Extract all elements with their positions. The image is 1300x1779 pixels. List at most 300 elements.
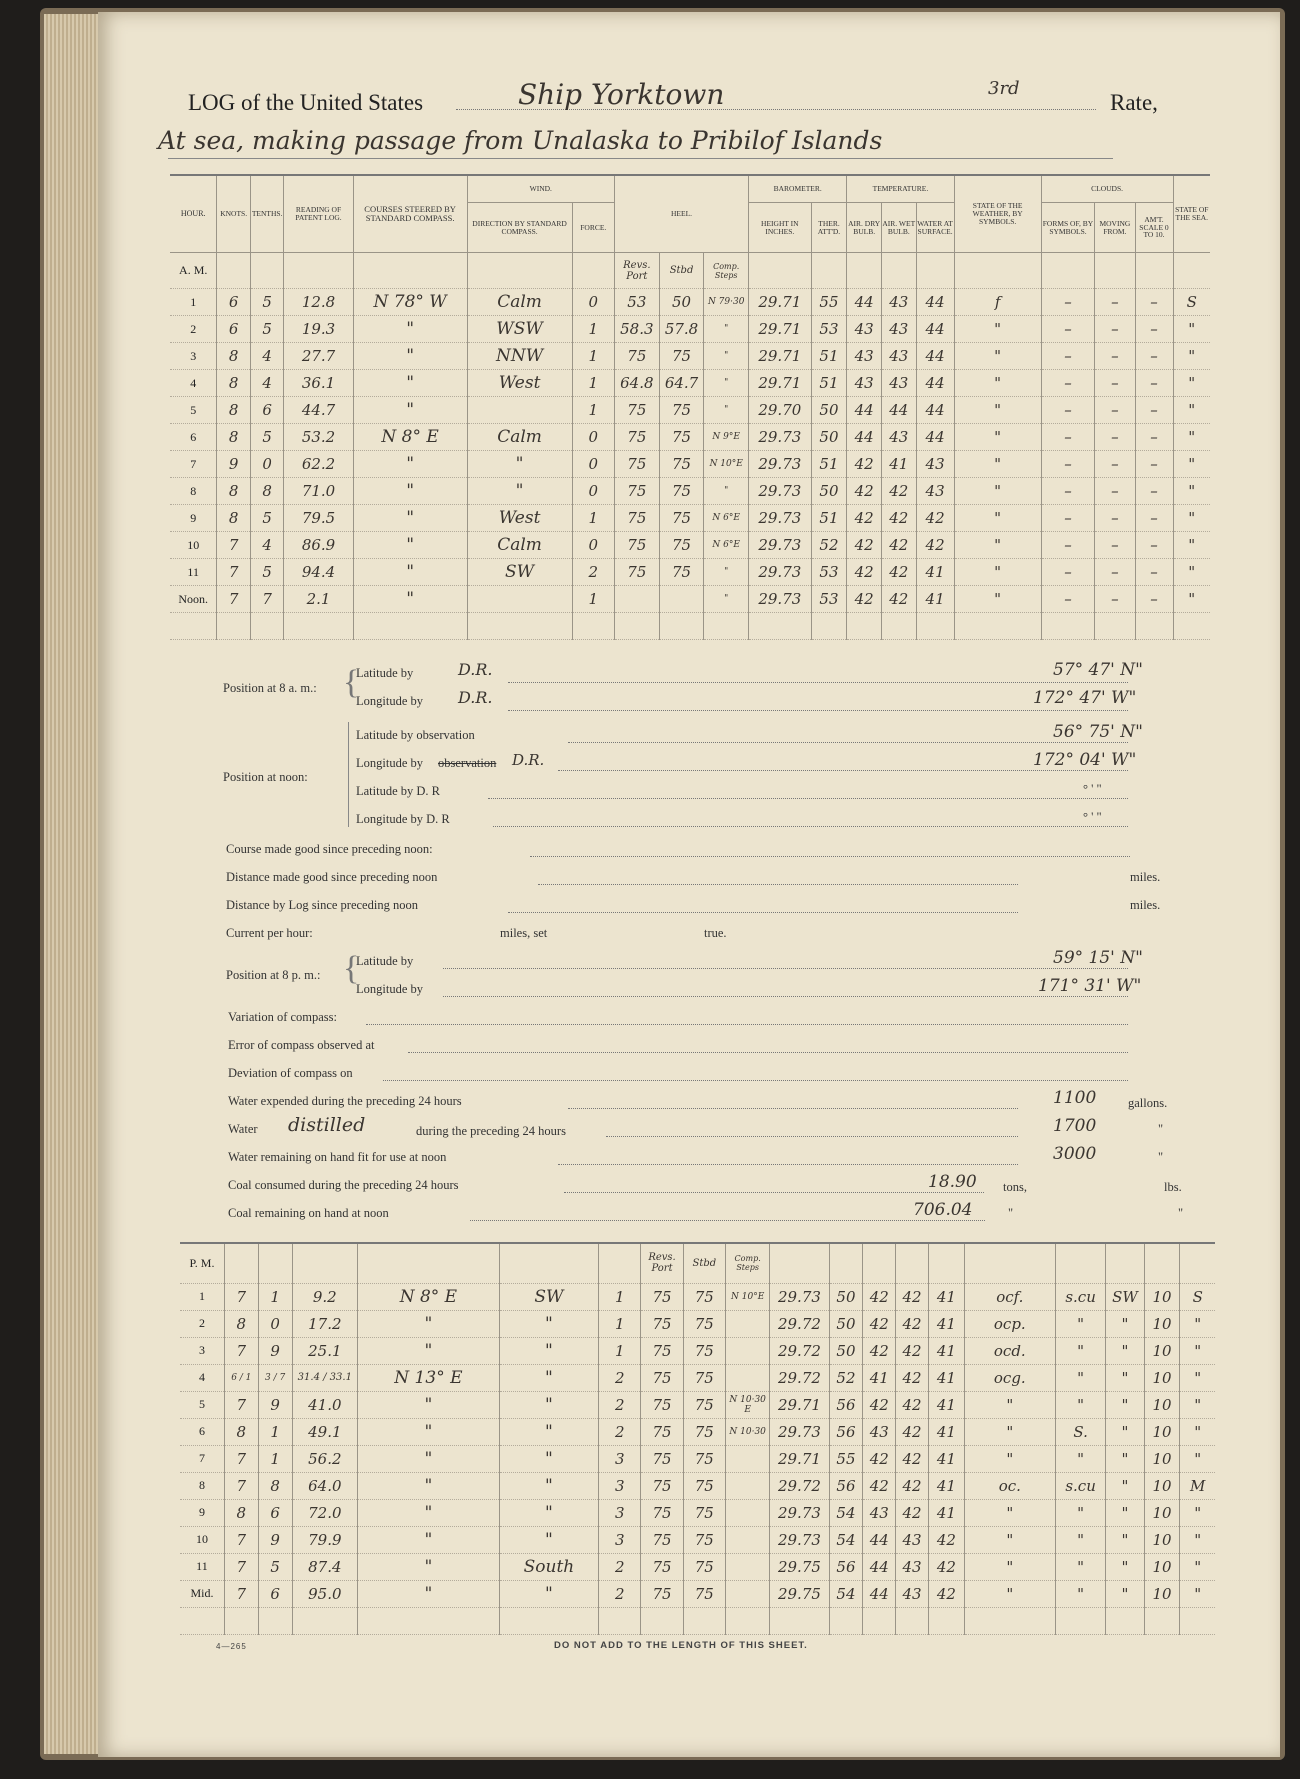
cell-sea: " (1180, 1310, 1215, 1337)
hour-header: HOUR. (170, 175, 217, 253)
cell-tenths: 5 (250, 559, 284, 586)
position-8am-label: Position at 8 a. m.: (223, 681, 317, 695)
cell-moving: – (1095, 505, 1135, 532)
dist-log-line (508, 912, 1018, 913)
cell-sea: " (1180, 1580, 1215, 1607)
cell-heel1: 75 (641, 1580, 683, 1607)
lon-8pm-value: 171° 31' W" (1038, 976, 1142, 996)
cell-wet: 42 (896, 1472, 929, 1499)
lon-dr2-line (493, 826, 1128, 827)
cell-heel1: 75 (615, 424, 660, 451)
cell-course: " (358, 1418, 500, 1445)
cell-heel3: " (704, 586, 749, 613)
cell-course: " (353, 316, 467, 343)
cell-tenths: 8 (258, 1472, 292, 1499)
water-distilled-word: distilled (288, 1114, 366, 1136)
cell-moving: – (1095, 532, 1135, 559)
cell-heel2: 75 (683, 1364, 725, 1391)
lon-8am-method: D.R. (458, 688, 493, 707)
cell-hour: 1 (180, 1283, 224, 1310)
cell-water: 41 (928, 1499, 964, 1526)
cell-ther: 51 (811, 370, 847, 397)
cell-moving: – (1095, 559, 1135, 586)
cell-knots: 9 (217, 451, 251, 478)
cell-course: " (353, 397, 467, 424)
cell-heel3 (725, 1364, 769, 1391)
log-row (170, 478, 1210, 505)
cell-baro: 29.71 (749, 289, 812, 316)
cell-amt: – (1135, 586, 1173, 613)
cell-heel3 (725, 1553, 769, 1580)
cell-log: 41.0 (292, 1391, 358, 1418)
cell-heel2: 75 (659, 451, 704, 478)
cell-heel3 (725, 1445, 769, 1472)
cell-heel3: N 10°E (704, 451, 749, 478)
cell-tenths: 1 (258, 1418, 292, 1445)
cell-hour: 7 (170, 451, 217, 478)
cell-wind: West (467, 505, 572, 532)
cell-force: 1 (572, 586, 614, 613)
cell-moving: " (1106, 1310, 1144, 1337)
baro-ther-header: THER. ATT'D. (811, 203, 847, 253)
cell-ther: 50 (829, 1337, 863, 1364)
cell-baro: 29.73 (749, 478, 812, 505)
cell-tenths: 9 (258, 1391, 292, 1418)
cell-weather: ocg. (964, 1364, 1055, 1391)
cell-water: 41 (928, 1391, 964, 1418)
cell-knots: 8 (224, 1499, 258, 1526)
rate-label: Rate, (1110, 90, 1158, 115)
lon-8pm-line (443, 996, 1128, 997)
cell-amt: 10 (1144, 1472, 1180, 1499)
log-row (180, 1445, 1215, 1472)
cell-force: 1 (572, 505, 614, 532)
cell-sea: " (1180, 1499, 1215, 1526)
coal-remaining-line (470, 1220, 985, 1221)
cell-baro: 29.72 (770, 1472, 829, 1499)
cell-weather: " (954, 586, 1041, 613)
cell-moving: – (1095, 451, 1135, 478)
cell-amt: – (1135, 370, 1173, 397)
cell-knots: 7 (217, 586, 251, 613)
cell-sea: " (1173, 316, 1210, 343)
cell-heel3: " (704, 370, 749, 397)
cell-hour: 3 (180, 1337, 224, 1364)
cell-wind: " (467, 451, 572, 478)
cell-baro: 29.73 (749, 505, 812, 532)
cell-dry: 42 (863, 1391, 896, 1418)
dist-log-label: Distance by Log since preceding noon (226, 898, 418, 912)
cell-amt: 10 (1144, 1418, 1180, 1445)
current-label: Current per hour: (226, 926, 313, 940)
cell-hour: 3 (170, 343, 217, 370)
brace-8pm: { (343, 950, 360, 987)
cell-moving: " (1106, 1418, 1144, 1445)
cell-water: 41 (928, 1337, 964, 1364)
cell-ther: 55 (811, 289, 847, 316)
cell-baro: 29.71 (749, 370, 812, 397)
cell-weather: oc. (964, 1472, 1055, 1499)
cell-force: 1 (572, 316, 614, 343)
heel-header: HEEL. (615, 175, 749, 253)
log-row (180, 1526, 1215, 1553)
lon-8am-value: 172° 47' W" (1033, 688, 1137, 708)
pm-heel-subhead-port: Revs. Port (641, 1243, 683, 1283)
cell-heel3: N 10°E (725, 1283, 769, 1310)
cell-wind: SW (467, 559, 572, 586)
cell-heel1 (615, 586, 660, 613)
dist-good-line (538, 884, 1018, 885)
current-miles-set: miles, set (500, 926, 548, 940)
air-dry-header: AIR. DRY BULB. (847, 203, 882, 253)
cell-forms: – (1041, 559, 1095, 586)
cell-log: 25.1 (292, 1337, 358, 1364)
error-line (408, 1052, 1128, 1053)
cell-baro: 29.73 (770, 1526, 829, 1553)
lon-dr2-value: ° ' " (1083, 810, 1102, 824)
cell-ther: 53 (811, 586, 847, 613)
water-expended-label: Water expended during the preceding 24 hours (228, 1094, 462, 1108)
cell-tenths: 4 (250, 343, 284, 370)
cell-sea: " (1173, 532, 1210, 559)
cell-tenths: 1 (258, 1283, 292, 1310)
cell-heel1: 75 (615, 478, 660, 505)
cell-baro: 29.72 (770, 1337, 829, 1364)
cell-force: 3 (599, 1499, 641, 1526)
cell-heel2: 75 (659, 343, 704, 370)
log-row (170, 532, 1210, 559)
cell-knots: 7 (224, 1472, 258, 1499)
cell-log: 36.1 (284, 370, 353, 397)
cell-wind (467, 397, 572, 424)
cell-amt: – (1135, 343, 1173, 370)
cell-heel2: 75 (683, 1445, 725, 1472)
cell-wind: " (499, 1472, 598, 1499)
cell-baro: 29.72 (770, 1310, 829, 1337)
cell-heel2: 75 (683, 1580, 725, 1607)
cell-weather: " (964, 1553, 1055, 1580)
cell-log: 9.2 (292, 1283, 358, 1310)
cell-heel3 (725, 1526, 769, 1553)
cell-force: 1 (599, 1337, 641, 1364)
cell-hour: 9 (180, 1499, 224, 1526)
cell-forms: s.cu (1055, 1472, 1106, 1499)
cell-water: 42 (916, 505, 954, 532)
cell-ther: 51 (811, 451, 847, 478)
cell-course: " (353, 478, 467, 505)
cell-course: " (358, 1445, 500, 1472)
cell-dry: 42 (847, 505, 882, 532)
cell-moving: – (1095, 343, 1135, 370)
cell-heel3 (725, 1472, 769, 1499)
course-good-label: Course made good since preceding noon: (226, 842, 433, 856)
cell-log: 86.9 (284, 532, 353, 559)
cell-heel2: 75 (683, 1472, 725, 1499)
cell-ther: 55 (829, 1445, 863, 1472)
heel-subhead-port: Revs. Port (615, 253, 660, 289)
log-row (170, 289, 1210, 316)
cell-course: N 78° W (353, 289, 467, 316)
cell-heel2: 75 (683, 1283, 725, 1310)
position-noon-label: Position at noon: (223, 770, 308, 784)
cell-force: 2 (599, 1553, 641, 1580)
cell-moving: " (1106, 1364, 1144, 1391)
cell-amt: – (1135, 559, 1173, 586)
cell-weather: " (964, 1391, 1055, 1418)
cell-course: " (353, 451, 467, 478)
heel-subhead-comp: Comp. Steps (704, 253, 749, 289)
cell-baro: 29.73 (749, 532, 812, 559)
cell-weather: " (964, 1499, 1055, 1526)
cell-sea: " (1173, 451, 1210, 478)
patent-log-header: READING OF PATENT LOG. (284, 175, 353, 253)
water-remaining-label: Water remaining on hand fit for use at noon (228, 1150, 447, 1164)
pm-heel-subhead-stbd: Stbd (683, 1243, 725, 1283)
log-row (170, 586, 1210, 613)
cell-moving: – (1095, 424, 1135, 451)
cell-sea: " (1173, 397, 1210, 424)
cell-force: 1 (572, 370, 614, 397)
cell-wet: 42 (881, 559, 916, 586)
location-underline (168, 158, 1113, 159)
coal-remaining-value: 706.04 (913, 1200, 973, 1220)
cell-amt: 10 (1144, 1499, 1180, 1526)
cell-log: 71.0 (284, 478, 353, 505)
cell-amt: 10 (1144, 1364, 1180, 1391)
cell-log: 62.2 (284, 451, 353, 478)
cell-weather: " (954, 559, 1041, 586)
cell-wind: WSW (467, 316, 572, 343)
cell-tenths: 6 (258, 1580, 292, 1607)
cell-wet: 42 (881, 478, 916, 505)
cell-knots: 7 (224, 1283, 258, 1310)
am-log-table (170, 174, 1210, 640)
cell-amt: 10 (1144, 1283, 1180, 1310)
cell-course: " (353, 343, 467, 370)
cell-heel3: " (704, 343, 749, 370)
location-line: At sea, making passage from Unalaska to Pribilof Islands (158, 126, 883, 155)
cell-amt: 10 (1144, 1310, 1180, 1337)
position-8pm-label: Position at 8 p. m.: (226, 968, 321, 982)
cell-wet: 43 (881, 289, 916, 316)
cell-amt: – (1135, 505, 1173, 532)
cell-heel3: N 10·30 (725, 1418, 769, 1445)
cell-knots: 7 (224, 1337, 258, 1364)
cell-moving: " (1106, 1337, 1144, 1364)
cell-hour: 5 (180, 1391, 224, 1418)
cell-log: 79.9 (292, 1526, 358, 1553)
cell-tenths: 4 (250, 370, 284, 397)
cell-amt: – (1135, 532, 1173, 559)
cell-water: 44 (916, 289, 954, 316)
cell-knots: 8 (217, 343, 251, 370)
variation-line (366, 1024, 1128, 1025)
cell-hour: 7 (180, 1445, 224, 1472)
cell-moving: " (1106, 1526, 1144, 1553)
cell-ther: 51 (811, 343, 847, 370)
cell-weather: " (954, 343, 1041, 370)
cell-weather: " (954, 505, 1041, 532)
wind-header: WIND. (467, 175, 614, 203)
cell-heel3: N 9°E (704, 424, 749, 451)
cell-amt: 10 (1144, 1391, 1180, 1418)
log-row (170, 559, 1210, 586)
cell-forms: " (1055, 1553, 1106, 1580)
cell-hour: 1 (170, 289, 217, 316)
cell-heel1: 75 (641, 1526, 683, 1553)
cell-tenths: 6 (258, 1499, 292, 1526)
cell-forms: – (1041, 505, 1095, 532)
log-row (180, 1391, 1215, 1418)
cell-heel1: 75 (615, 505, 660, 532)
heel-subhead-stbd: Stbd (659, 253, 704, 289)
cell-forms: – (1041, 289, 1095, 316)
cell-course: " (353, 559, 467, 586)
cell-heel2: 75 (659, 397, 704, 424)
cell-hour: 6 (170, 424, 217, 451)
cell-sea: " (1180, 1418, 1215, 1445)
course-good-line (530, 856, 1130, 857)
cell-log: 72.0 (292, 1499, 358, 1526)
cell-heel3: N 6°E (704, 532, 749, 559)
cell-water: 41 (928, 1445, 964, 1472)
cell-sea: S (1180, 1283, 1215, 1310)
cell-moving: " (1106, 1472, 1144, 1499)
cell-course: N 13° E (358, 1364, 500, 1391)
cell-water: 41 (928, 1283, 964, 1310)
cell-wet: 42 (896, 1499, 929, 1526)
lat-noon-label: Latitude by observation (356, 728, 475, 742)
cell-wet: 42 (896, 1337, 929, 1364)
cell-heel1: 75 (615, 532, 660, 559)
cell-knots: 7 (224, 1445, 258, 1472)
cell-log: 31.4 / 33.1 (292, 1364, 358, 1391)
coal-remaining-ditto: " (1008, 1206, 1014, 1220)
cell-forms: – (1041, 451, 1095, 478)
cell-hour: 11 (180, 1553, 224, 1580)
log-row (170, 424, 1210, 451)
cell-heel2: 75 (683, 1553, 725, 1580)
cell-amt: – (1135, 289, 1173, 316)
lon-noon-line (558, 770, 1128, 771)
cell-heel3 (725, 1580, 769, 1607)
water-expended-line (568, 1108, 1018, 1109)
cell-forms: – (1041, 397, 1095, 424)
cell-forms: – (1041, 586, 1095, 613)
cell-tenths: 7 (250, 586, 284, 613)
cell-heel1: 64.8 (615, 370, 660, 397)
cell-heel2: 75 (659, 478, 704, 505)
cell-heel2 (659, 586, 704, 613)
cell-wind: " (499, 1445, 598, 1472)
cell-knots: 7 (217, 532, 251, 559)
cell-wet: 43 (896, 1553, 929, 1580)
cell-heel1: 75 (615, 343, 660, 370)
cell-tenths: 5 (250, 316, 284, 343)
cell-water: 42 (928, 1580, 964, 1607)
lon-8am-label: Longitude by (356, 694, 424, 708)
cell-moving: – (1095, 316, 1135, 343)
lat-8pm-line (443, 968, 1128, 969)
lat-dr2-label: Latitude by D. R (356, 784, 441, 798)
cell-heel2: 75 (683, 1310, 725, 1337)
cell-baro: 29.73 (770, 1283, 829, 1310)
rate-value: 3rd (988, 78, 1020, 99)
cell-log: 44.7 (284, 397, 353, 424)
cell-amt: 10 (1144, 1337, 1180, 1364)
cell-force: 2 (599, 1364, 641, 1391)
cell-sea: " (1180, 1364, 1215, 1391)
cell-knots: 7 (224, 1580, 258, 1607)
ship-name: Ship Yorktown (518, 78, 725, 111)
cell-weather: " (964, 1580, 1055, 1607)
coal-consumed-line (564, 1192, 984, 1193)
cell-ther: 52 (829, 1364, 863, 1391)
lat-8am-line (508, 682, 1128, 683)
cell-force: 0 (572, 478, 614, 505)
cell-weather: " (954, 451, 1041, 478)
cell-ther: 54 (829, 1580, 863, 1607)
cell-log: 87.4 (292, 1553, 358, 1580)
cell-ther: 56 (829, 1418, 863, 1445)
water-expended-value: 1100 (1053, 1088, 1097, 1108)
cell-course: " (358, 1526, 500, 1553)
cell-sea: " (1173, 559, 1210, 586)
cell-heel3: " (704, 397, 749, 424)
cell-wind: " (499, 1499, 598, 1526)
cell-water: 41 (928, 1472, 964, 1499)
cell-wet: 43 (881, 316, 916, 343)
cell-forms: " (1055, 1580, 1106, 1607)
cell-heel3: " (704, 559, 749, 586)
cell-forms: " (1055, 1391, 1106, 1418)
form-number: 4—265 (216, 1642, 247, 1651)
cell-hour: 9 (170, 505, 217, 532)
cell-heel2: 75 (683, 1499, 725, 1526)
cell-dry: 42 (863, 1337, 896, 1364)
cell-heel2: 75 (659, 424, 704, 451)
cell-knots: 8 (217, 397, 251, 424)
cell-wind: SW (499, 1283, 598, 1310)
cell-sea: " (1173, 424, 1210, 451)
cell-course: " (353, 532, 467, 559)
am-rows (170, 289, 1210, 613)
cell-hour: 4 (180, 1364, 224, 1391)
cell-forms: – (1041, 343, 1095, 370)
cell-tenths: 9 (258, 1337, 292, 1364)
cell-wind: NNW (467, 343, 572, 370)
cell-baro: 29.73 (749, 559, 812, 586)
cell-ther: 54 (829, 1499, 863, 1526)
log-row (170, 370, 1210, 397)
cell-heel2: 50 (659, 289, 704, 316)
cell-water: 44 (916, 424, 954, 451)
cell-log: 27.7 (284, 343, 353, 370)
coal-consumed-value: 18.90 (928, 1172, 977, 1192)
cell-heel1: 75 (641, 1283, 683, 1310)
cell-wet: 42 (896, 1310, 929, 1337)
cell-course: " (353, 586, 467, 613)
cell-knots: 8 (217, 370, 251, 397)
cell-course: " (358, 1580, 500, 1607)
cell-water: 41 (916, 559, 954, 586)
log-row (180, 1553, 1215, 1580)
cell-course: " (358, 1391, 500, 1418)
water-distilled-label-b: during the preceding 24 hours (416, 1124, 566, 1138)
cell-course: N 8° E (353, 424, 467, 451)
lon-noon-method: D.R. (512, 751, 545, 769)
water-remaining-ditto: " (1158, 1150, 1164, 1164)
